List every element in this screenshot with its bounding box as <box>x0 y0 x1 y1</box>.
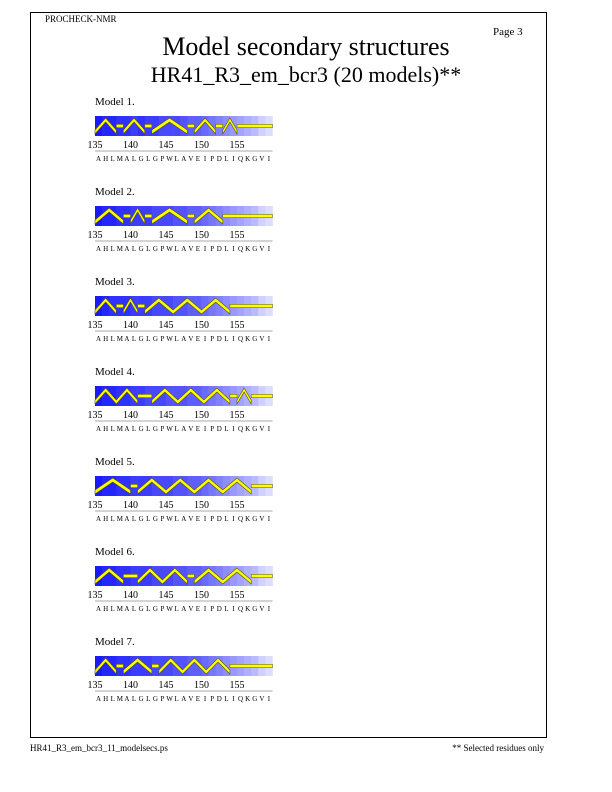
sequence-residue: I <box>203 245 207 253</box>
coil-segment <box>152 664 159 667</box>
sequence-residue: K <box>245 245 251 253</box>
model-label: Model 3. <box>95 276 135 288</box>
sequence-residue: A <box>124 245 130 253</box>
sequence-residue: W <box>166 605 173 613</box>
coil-segment <box>187 214 194 217</box>
sequence-residue: E <box>195 245 201 253</box>
sequence-residue: L <box>146 425 151 433</box>
ruler-tick-label: 135 <box>87 590 103 601</box>
sequence-residue: L <box>224 425 229 433</box>
sequence-residue: A <box>124 515 130 523</box>
sequence-residue: L <box>224 695 229 703</box>
coil-segment <box>116 304 123 307</box>
sequence-residue: P <box>160 335 165 343</box>
sequence-residue: H <box>103 515 109 523</box>
sequence-residue: P <box>210 155 215 163</box>
sequence-residue: H <box>103 425 109 433</box>
sequence-residue: L <box>224 515 229 523</box>
sequence-residue: P <box>210 425 215 433</box>
sequence-residue: D <box>216 335 222 343</box>
sequence-residue: G <box>152 425 158 433</box>
sequence-residue: I <box>232 155 235 163</box>
model-panel <box>87 366 290 436</box>
sequence-residue: V <box>259 515 265 523</box>
ruler-tick-label: 140 <box>123 230 138 241</box>
model-panel <box>87 546 290 616</box>
sequence-residue: L <box>224 155 229 163</box>
sequence-residue: V <box>259 155 265 163</box>
sequence-residue: L <box>131 605 137 613</box>
sequence-residue: L <box>174 605 179 613</box>
sequence-residue: G <box>252 155 258 163</box>
sequence-residue: A <box>181 245 187 253</box>
sequence-residue: I <box>232 515 235 523</box>
sequence-residue: V <box>259 695 265 703</box>
sequence-residue: H <box>103 695 109 703</box>
sequence-residue: I <box>232 335 235 343</box>
sequence-residue: G <box>252 425 258 433</box>
ruler-tick-label: 135 <box>87 320 103 331</box>
sequence-residue: L <box>146 605 151 613</box>
sequence-residue: Q <box>238 335 244 343</box>
sequence-residue: V <box>188 425 194 433</box>
model-panel <box>87 636 290 706</box>
sequence-residue: A <box>124 155 130 163</box>
program-name: PROCHECK-NMR <box>45 14 117 24</box>
secondary-structure-plot <box>87 366 290 436</box>
sequence-residue: K <box>245 335 251 343</box>
sequence-residue: W <box>166 425 173 433</box>
sequence-residue: I <box>232 245 235 253</box>
sequence-residue: D <box>216 515 222 523</box>
sequence-residue: I <box>203 605 207 613</box>
sequence-residue: P <box>210 335 215 343</box>
sequence-residue: A <box>181 155 187 163</box>
coil-segment <box>230 304 273 307</box>
model-label: Model 1. <box>95 96 135 108</box>
sequence-residue: M <box>116 425 123 433</box>
coil-segment <box>230 394 237 397</box>
sequence-residue: A <box>124 335 130 343</box>
ruler-tick-label: 135 <box>87 410 103 421</box>
model-label: Model 2. <box>95 186 135 198</box>
sequence-residue: G <box>138 605 144 613</box>
ruler-tick-label: 140 <box>123 410 138 421</box>
ruler-tick-label: 145 <box>158 590 174 601</box>
sequence-residue: G <box>138 695 144 703</box>
coil-segment <box>251 484 272 487</box>
sequence-residue: L <box>131 695 137 703</box>
sequence-residue: D <box>216 695 222 703</box>
sequence-residue: L <box>224 605 229 613</box>
model-panel <box>87 276 290 346</box>
sequence-residue: L <box>110 155 115 163</box>
sequence-residue: L <box>174 335 179 343</box>
sequence-residue: G <box>138 335 144 343</box>
sequence-residue: V <box>188 515 194 523</box>
sequence-residue: Q <box>238 245 244 253</box>
coil-segment <box>145 124 152 127</box>
sequence-residue: A <box>96 515 102 523</box>
model-label: Model 6. <box>95 546 135 558</box>
sequence-residue: V <box>259 245 265 253</box>
coil-segment <box>123 574 137 577</box>
sequence-residue: Q <box>238 605 244 613</box>
sequence-residue: L <box>174 425 179 433</box>
coil-segment <box>138 304 145 307</box>
sequence-residue: W <box>166 155 173 163</box>
sequence-residue: G <box>152 335 158 343</box>
model-label: Model 4. <box>95 366 135 378</box>
sequence-residue: I <box>267 335 271 343</box>
sequence-residue: L <box>224 335 229 343</box>
secondary-structure-plot <box>87 546 290 616</box>
sequence-residue: M <box>116 695 123 703</box>
ruler-tick-label: 145 <box>158 680 174 691</box>
sequence-residue: G <box>138 425 144 433</box>
sequence-residue: L <box>146 695 151 703</box>
sequence-residue: V <box>188 155 194 163</box>
sequence-residue: A <box>181 335 187 343</box>
sequence-residue: H <box>103 245 109 253</box>
sequence-residue: W <box>166 245 173 253</box>
sequence-residue: I <box>267 605 271 613</box>
sequence-residue: L <box>131 425 137 433</box>
sequence-residue: V <box>259 425 265 433</box>
sequence-residue: I <box>203 425 207 433</box>
sequence-residue: G <box>152 605 158 613</box>
sequence-residue: K <box>245 425 251 433</box>
ruler-tick-label: 145 <box>158 410 174 421</box>
model-panel <box>87 186 290 256</box>
model-label: Model 5. <box>95 456 135 468</box>
sequence-residue: G <box>252 335 258 343</box>
ruler-tick-label: 140 <box>123 500 138 511</box>
coil-segment <box>230 664 273 667</box>
sequence-residue: L <box>131 515 137 523</box>
sequence-residue: D <box>216 155 222 163</box>
ruler-tick-label: 155 <box>229 500 245 511</box>
sequence-residue: E <box>195 515 201 523</box>
sequence-residue: P <box>160 155 165 163</box>
sequence-residue: I <box>232 425 235 433</box>
sequence-residue: M <box>116 155 123 163</box>
sequence-residue: M <box>116 605 123 613</box>
ruler-tick-label: 155 <box>229 230 245 241</box>
coil-segment <box>216 124 223 127</box>
coil-segment <box>187 574 194 577</box>
sequence-residue: M <box>116 335 123 343</box>
secondary-structure-plot <box>87 456 290 526</box>
sequence-residue: L <box>131 245 137 253</box>
model-panel <box>87 456 290 526</box>
ruler-tick-label: 135 <box>87 230 103 241</box>
sequence-residue: V <box>188 335 194 343</box>
secondary-structure-plot <box>87 636 290 706</box>
sequence-residue: A <box>124 695 130 703</box>
sequence-residue: P <box>210 515 215 523</box>
ruler-tick-label: 135 <box>87 500 103 511</box>
ruler-tick-label: 150 <box>194 230 209 241</box>
coil-segment <box>116 664 123 667</box>
sequence-residue: L <box>146 515 151 523</box>
sequence-residue: L <box>131 155 137 163</box>
ruler-tick-label: 140 <box>123 590 138 601</box>
coil-segment <box>138 394 152 397</box>
coil-segment <box>187 124 194 127</box>
sequence-residue: W <box>166 335 173 343</box>
sequence-residue: L <box>174 695 179 703</box>
sequence-residue: G <box>252 695 258 703</box>
sequence-residue: G <box>152 695 158 703</box>
sequence-residue: I <box>232 605 235 613</box>
sequence-residue: L <box>146 245 151 253</box>
sequence-residue: P <box>160 605 165 613</box>
ruler-tick-label: 145 <box>158 320 174 331</box>
sequence-residue: A <box>96 695 102 703</box>
sequence-residue: L <box>110 605 115 613</box>
sequence-residue: V <box>259 605 265 613</box>
sequence-residue: P <box>160 425 165 433</box>
ruler-tick-label: 150 <box>194 320 209 331</box>
sequence-residue: E <box>195 335 201 343</box>
footer-filename: HR41_R3_em_bcr3_11_modelsecs.ps <box>30 743 168 753</box>
ruler-tick-label: 140 <box>123 320 138 331</box>
sequence-residue: I <box>267 515 271 523</box>
sequence-residue: L <box>146 155 151 163</box>
model-panel <box>87 96 290 166</box>
sequence-residue: V <box>188 245 194 253</box>
sequence-residue: E <box>195 425 201 433</box>
sequence-residue: L <box>110 695 115 703</box>
sequence-residue: I <box>267 695 271 703</box>
ruler-tick-label: 140 <box>123 140 138 151</box>
sequence-residue: G <box>152 155 158 163</box>
sequence-residue: Q <box>238 425 244 433</box>
sequence-residue: G <box>152 245 158 253</box>
sequence-residue: P <box>210 245 215 253</box>
sequence-residue: A <box>96 245 102 253</box>
sequence-residue: H <box>103 155 109 163</box>
sequence-residue: G <box>138 245 144 253</box>
sequence-residue: V <box>259 335 265 343</box>
ruler-tick-label: 145 <box>158 140 174 151</box>
sequence-residue: A <box>96 335 102 343</box>
coil-segment <box>123 214 130 217</box>
coil-segment <box>223 214 273 217</box>
page-subtitle: HR41_R3_em_bcr3 (20 models)** <box>150 62 462 87</box>
sequence-residue: V <box>188 605 194 613</box>
sequence-residue: E <box>195 695 201 703</box>
sequence-residue: A <box>96 605 102 613</box>
sequence-residue: I <box>203 335 207 343</box>
coil-segment <box>251 394 272 397</box>
coil-segment <box>116 124 123 127</box>
sequence-residue: L <box>174 245 179 253</box>
ruler-tick-label: 150 <box>194 680 209 691</box>
sequence-residue: G <box>252 245 258 253</box>
sequence-residue: P <box>210 695 215 703</box>
sequence-residue: H <box>103 335 109 343</box>
sequence-residue: Q <box>238 695 244 703</box>
sequence-residue: P <box>160 245 165 253</box>
sequence-residue: I <box>267 245 271 253</box>
sequence-residue: W <box>166 515 173 523</box>
sequence-residue: I <box>267 425 271 433</box>
sequence-residue: G <box>138 515 144 523</box>
secondary-structure-plot <box>87 276 290 346</box>
ruler-tick-label: 155 <box>229 680 245 691</box>
ruler-tick-label: 135 <box>87 680 103 691</box>
model-label: Model 7. <box>95 636 135 648</box>
sequence-residue: A <box>124 605 130 613</box>
sequence-residue: L <box>174 155 179 163</box>
sequence-residue: K <box>245 695 251 703</box>
page-number: Page 3 <box>493 26 523 38</box>
sequence-residue: I <box>203 515 207 523</box>
sequence-residue: K <box>245 155 251 163</box>
sequence-residue: L <box>224 245 229 253</box>
sequence-residue: L <box>110 335 115 343</box>
sequence-residue: Q <box>238 155 244 163</box>
sequence-residue: K <box>245 605 251 613</box>
ruler-tick-label: 155 <box>229 590 245 601</box>
ruler-tick-label: 150 <box>194 410 209 421</box>
sequence-residue: A <box>96 425 102 433</box>
sequence-residue: P <box>160 695 165 703</box>
sequence-residue: L <box>110 245 115 253</box>
sequence-residue: A <box>181 515 187 523</box>
coil-segment <box>131 484 138 487</box>
sequence-residue: V <box>188 695 194 703</box>
sequence-residue: I <box>203 695 207 703</box>
sequence-residue: L <box>110 425 115 433</box>
sequence-residue: L <box>174 515 179 523</box>
sequence-residue: E <box>195 155 201 163</box>
sequence-residue: I <box>203 155 207 163</box>
sequence-residue: H <box>103 605 109 613</box>
sequence-residue: D <box>216 425 222 433</box>
sequence-residue: A <box>181 695 187 703</box>
coil-segment <box>145 214 152 217</box>
sequence-residue: K <box>245 515 251 523</box>
sequence-residue: D <box>216 605 222 613</box>
ruler-tick-label: 155 <box>229 140 245 151</box>
sequence-residue: I <box>267 155 271 163</box>
coil-segment <box>251 574 272 577</box>
sequence-residue: P <box>160 515 165 523</box>
sequence-residue: A <box>124 425 130 433</box>
footer-note: ** Selected residues only <box>452 743 544 753</box>
sequence-residue: G <box>152 515 158 523</box>
sequence-residue: A <box>181 425 187 433</box>
secondary-structure-plot <box>87 186 290 256</box>
ruler-tick-label: 155 <box>229 410 245 421</box>
sequence-residue: G <box>138 155 144 163</box>
sequence-residue: L <box>131 335 137 343</box>
ruler-tick-label: 145 <box>158 500 174 511</box>
sequence-residue: Q <box>238 515 244 523</box>
sequence-residue: G <box>252 515 258 523</box>
sequence-residue: A <box>96 155 102 163</box>
ruler-tick-label: 150 <box>194 140 209 151</box>
ruler-tick-label: 150 <box>194 590 209 601</box>
secondary-structure-plot <box>87 96 290 166</box>
ruler-tick-label: 145 <box>158 230 174 241</box>
sequence-residue: L <box>146 335 151 343</box>
page-title: Model secondary structures <box>162 32 450 61</box>
sequence-residue: G <box>252 605 258 613</box>
ruler-tick-label: 135 <box>87 140 103 151</box>
sequence-residue: M <box>116 245 123 253</box>
sequence-residue: P <box>210 605 215 613</box>
sequence-residue: W <box>166 695 173 703</box>
sequence-residue: M <box>116 515 123 523</box>
sequence-residue: D <box>216 245 222 253</box>
coil-segment <box>237 124 273 127</box>
sequence-residue: A <box>181 605 187 613</box>
sequence-residue: L <box>110 515 115 523</box>
ruler-tick-label: 140 <box>123 680 138 691</box>
ruler-tick-label: 155 <box>229 320 245 331</box>
sequence-residue: I <box>232 695 235 703</box>
sequence-residue: E <box>195 605 201 613</box>
ruler-tick-label: 150 <box>194 500 209 511</box>
